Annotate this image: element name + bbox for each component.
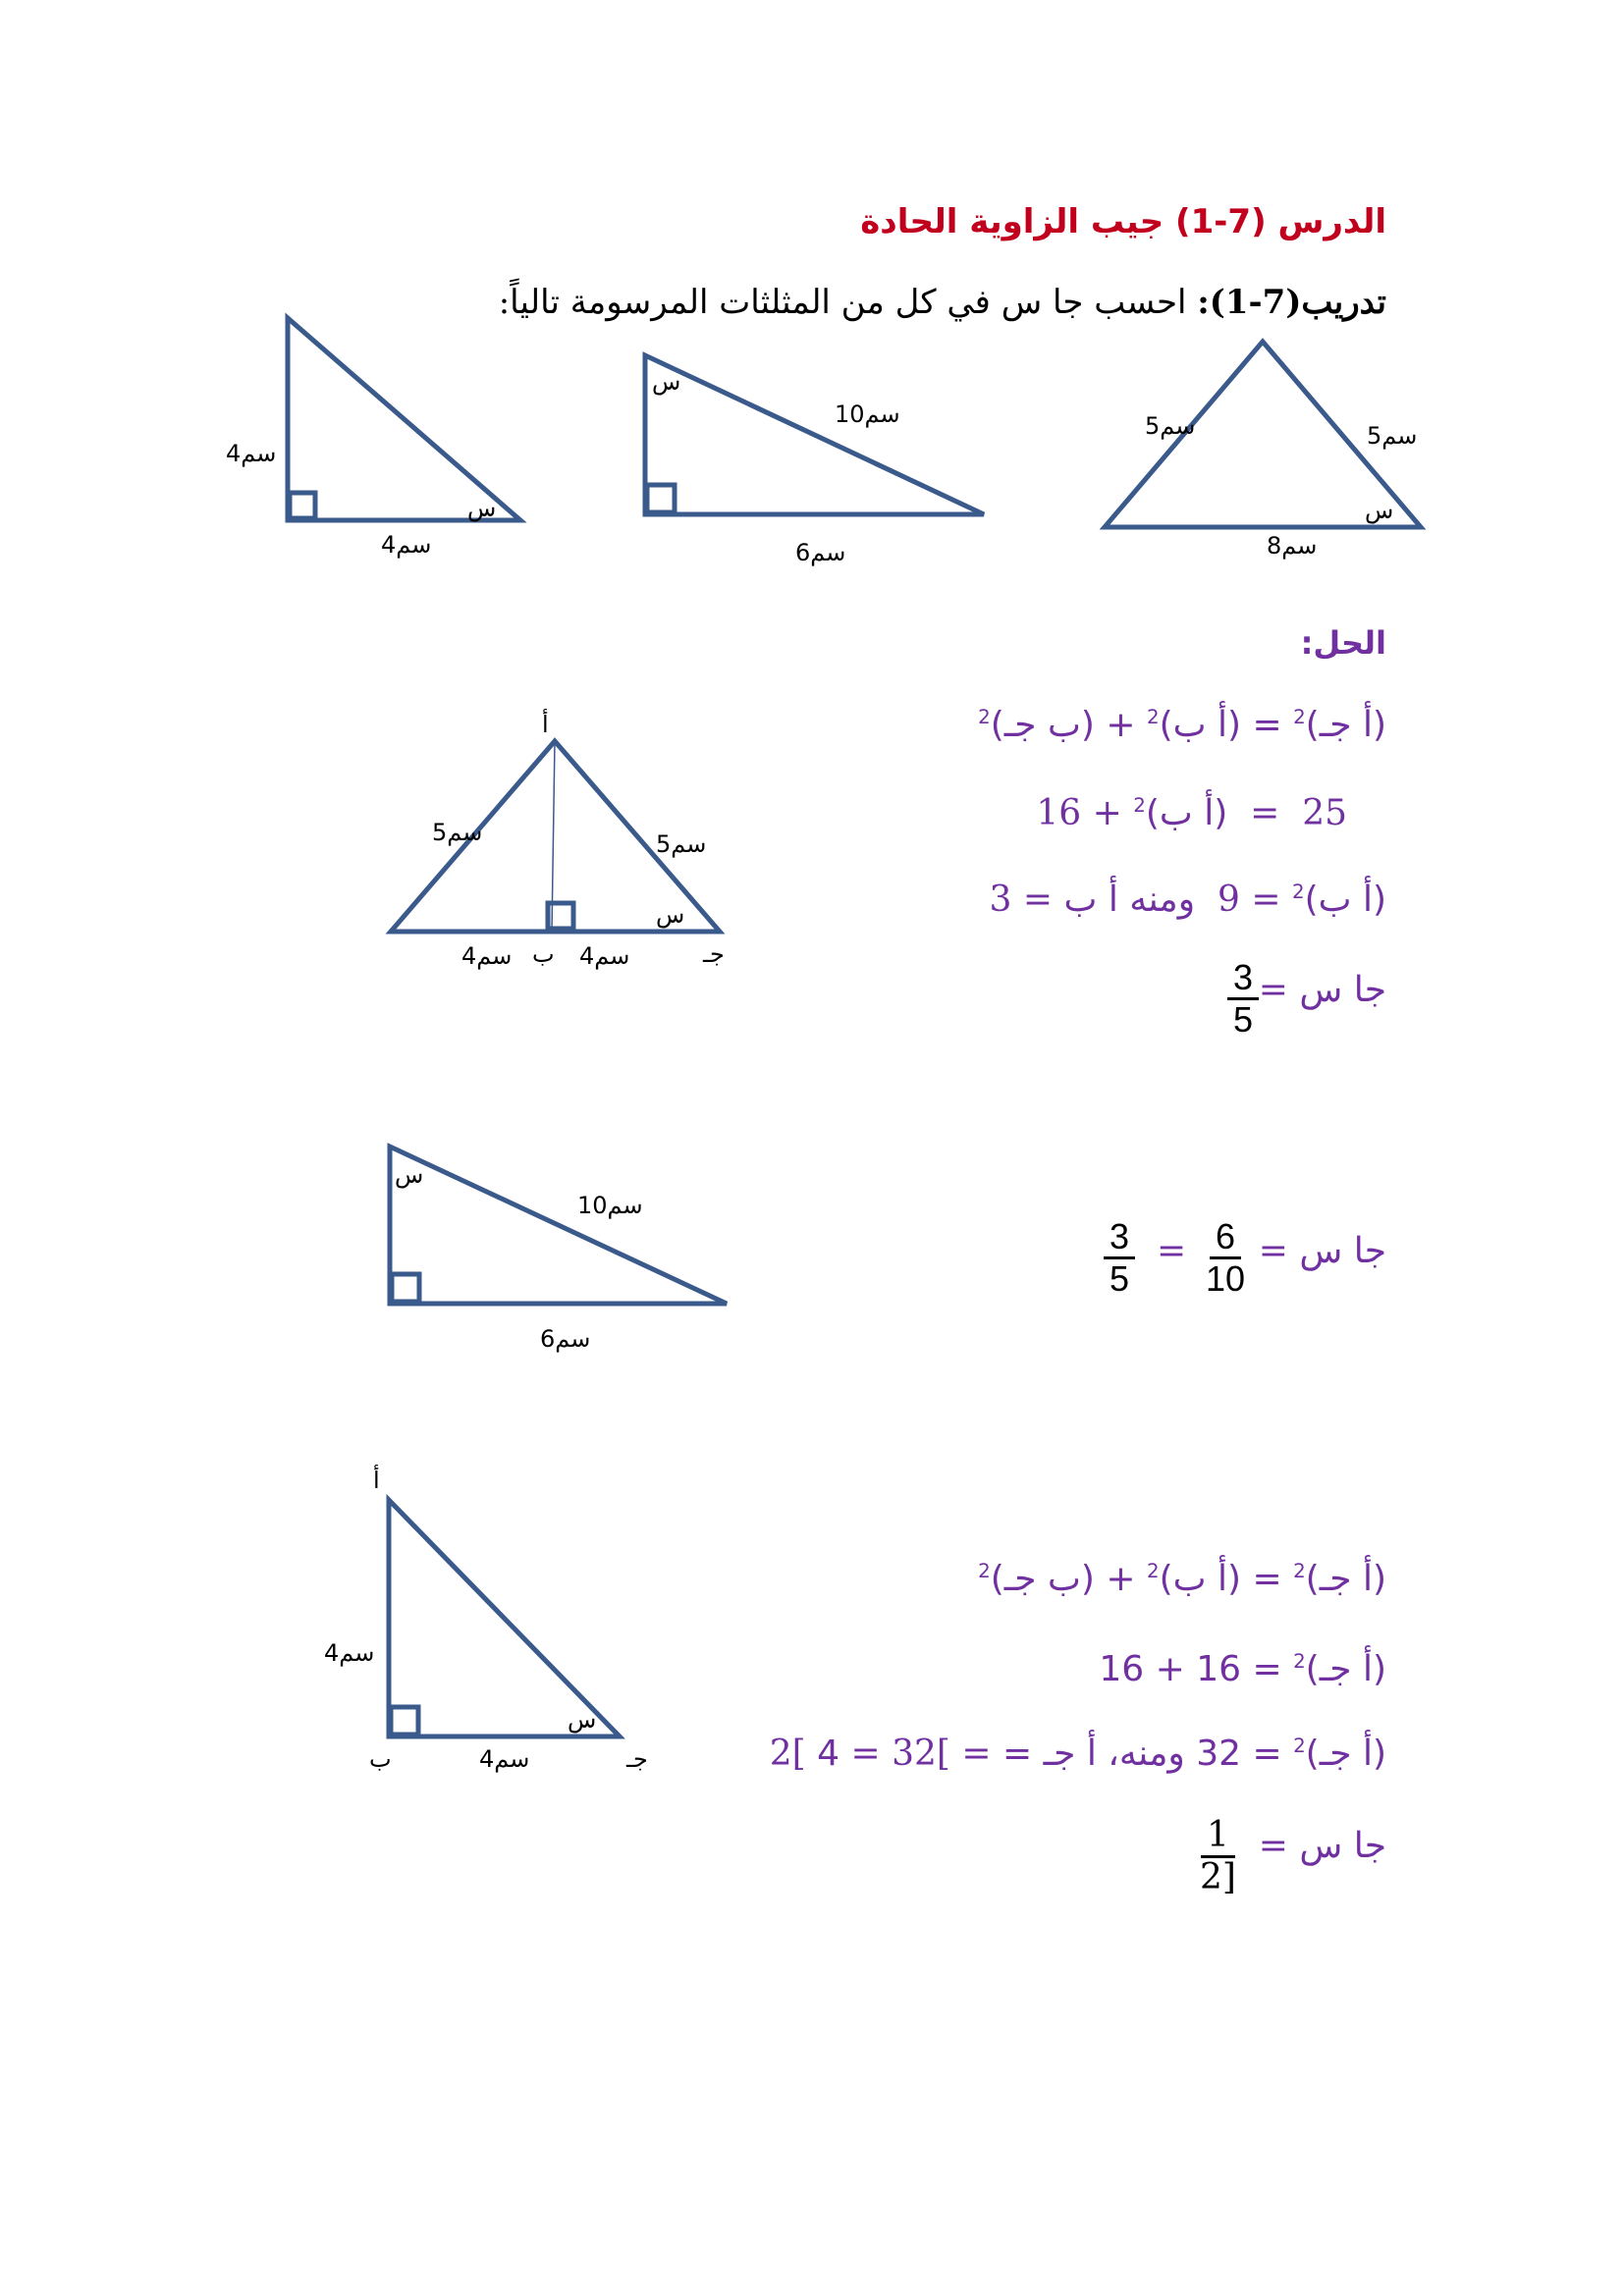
label-side: 4سم [461, 942, 513, 970]
fraction-denominator: 10 [1206, 1257, 1246, 1299]
right-angle-marker [391, 1707, 418, 1735]
fraction-denominator: 5 [1233, 998, 1254, 1040]
label-side: 6سم [795, 539, 846, 566]
right-angle-marker [392, 1274, 419, 1302]
triangle-right-top-left [288, 318, 520, 520]
label-side: 5سم [656, 830, 707, 858]
label-angle-x: س [467, 495, 497, 522]
label-side: 10سم [835, 400, 900, 428]
solution1-line2: 25 = (أ ب)$^2$ + 16 [1036, 793, 1347, 833]
label-angle-x: س [652, 368, 681, 396]
label-side: 4سم [226, 440, 277, 467]
triangle-solution-2 [390, 1147, 727, 1304]
lesson-title: الدرس (7-1) جيب الزاوية الحادة [860, 202, 1386, 241]
label-angle-x: س [395, 1161, 424, 1189]
label-vertex-a: أ [542, 711, 549, 738]
label-side: 6سم [540, 1325, 591, 1353]
solution3-line1: (أ جـ)$^2$ = (أ ب)$^2$ + (ب جـ)$^2$ [978, 1559, 1386, 1599]
label-vertex-j: جـ [626, 1745, 648, 1773]
solution3-fraction [1194, 1816, 1242, 1896]
solution3-line3: (أ جـ)$^2$ = 32 ومنه، أ جـ = = ]32 = 4 ]2 [769, 1734, 1386, 1774]
fraction-numerator: 3 [1104, 1217, 1135, 1259]
fraction-numerator: 6 [1210, 1217, 1241, 1259]
label-side: 4سم [479, 1745, 530, 1773]
right-angle-marker [290, 493, 315, 518]
label-side: 5سم [432, 819, 483, 846]
label-side: 5سم [1367, 422, 1418, 450]
fraction-numerator: 3 [1227, 958, 1259, 1000]
solution1-sin-label: جا س = [1258, 970, 1386, 1010]
solution2-fraction-1 [1200, 1217, 1251, 1298]
solution3-line2: (أ جـ)$^2$ = 16 + 16 [1099, 1649, 1386, 1689]
label-side: 4سم [324, 1639, 375, 1667]
triangle-right-top-middle [645, 355, 984, 514]
right-angle-marker [647, 485, 675, 512]
label-vertex-a: أ [373, 1467, 380, 1494]
solution1-line3: (أ ب)$^2$ = 9 ومنه أ ب = 3 [989, 880, 1386, 920]
fraction-denominator: 5 [1110, 1257, 1130, 1299]
solution1-line1: (أ جـ)$^2$ = (أ ب)$^2$ + (ب جـ)$^2$ [978, 705, 1386, 745]
label-angle-x: س [1365, 497, 1394, 524]
label-side: 8سم [1267, 532, 1318, 560]
label-side: 5سم [1145, 412, 1196, 440]
label-vertex-b: ب [369, 1745, 392, 1773]
fraction-denominator: 2] [1200, 1856, 1236, 1897]
solution3-sin-label: جا س = [1258, 1826, 1386, 1866]
label-vertex-b: ب [532, 940, 555, 968]
label-vertex-j: جـ [703, 940, 725, 968]
solution-heading: الحل: [1300, 624, 1386, 662]
label-side: 4سم [579, 942, 630, 970]
solution1-fraction [1227, 958, 1259, 1039]
label-angle-x: س [656, 901, 685, 929]
exercise-text: احسب جا س في كل من المثلثات المرسومة تالياً: [498, 283, 1198, 322]
exercise-label: تدريب(7-1): [1197, 283, 1386, 322]
solution2-fraction-2 [1104, 1217, 1135, 1298]
solution2-sin-label: جا س = [1258, 1231, 1386, 1271]
equals-sign: = [1157, 1231, 1187, 1271]
label-side: 10سم [577, 1192, 643, 1219]
label-side: 4سم [381, 531, 432, 559]
fraction-numerator: 1 [1201, 1816, 1235, 1858]
label-angle-x: س [568, 1706, 597, 1734]
triangle-solution-3 [389, 1500, 620, 1736]
